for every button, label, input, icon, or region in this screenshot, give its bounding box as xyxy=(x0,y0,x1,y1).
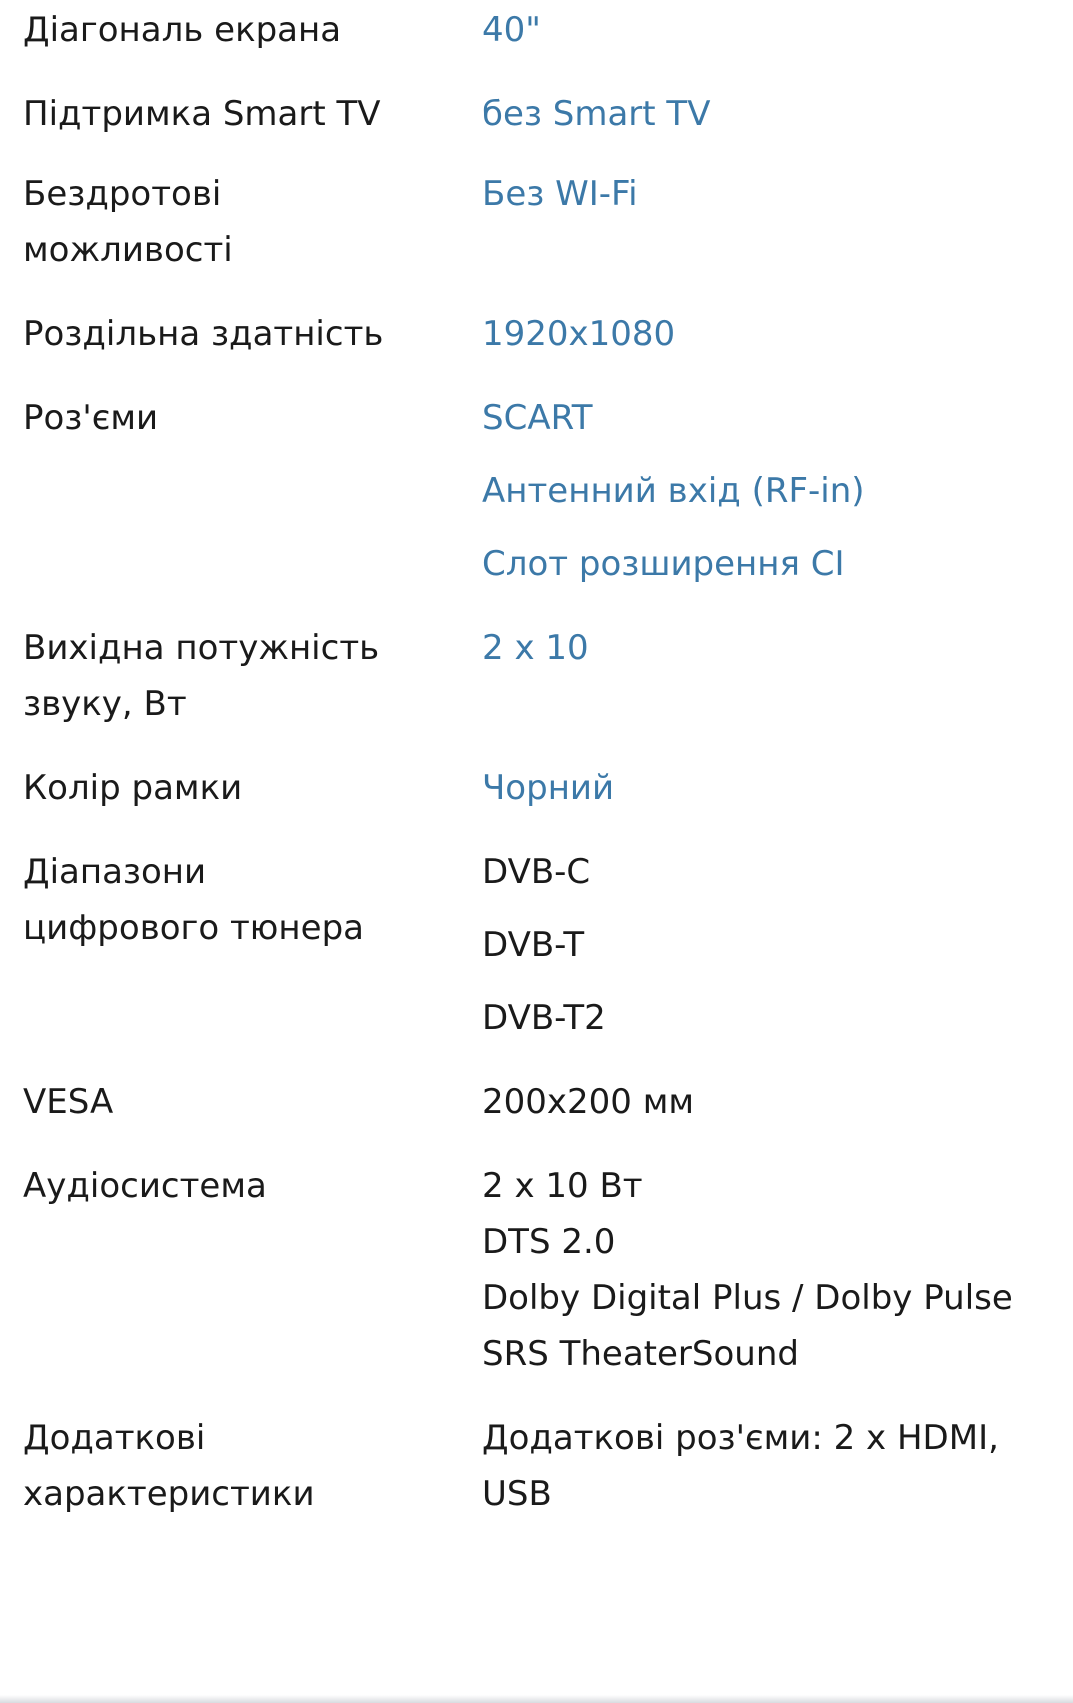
spec-row-resolution xyxy=(0,306,1073,362)
spec-values xyxy=(482,2,1073,58)
spec-value-link[interactable]: без Smart TV xyxy=(482,94,711,134)
spec-row-audio-system xyxy=(0,1158,1073,1382)
spec-values xyxy=(482,1158,1073,1382)
spec-value: 2 x 10 Вт xyxy=(482,1166,643,1206)
spec-value: DVB-T xyxy=(482,925,585,965)
spec-values xyxy=(482,86,1073,142)
spec-value-link[interactable]: 1920x1080 xyxy=(482,314,676,354)
bottom-edge-shadow xyxy=(0,1695,1073,1703)
spec-label: Бездротові можливості xyxy=(23,174,233,270)
spec-values xyxy=(482,390,1073,592)
spec-label: VESA xyxy=(23,1082,114,1122)
spec-label: Діагональ екрана xyxy=(23,10,342,50)
spec-label: Вихідна потужність звуку, Вт xyxy=(23,628,380,724)
spec-value: 200x200 мм xyxy=(482,1082,695,1122)
spec-values xyxy=(482,1074,1073,1130)
spec-value: Dolby Digital Plus / Dolby Pulse xyxy=(482,1278,1013,1318)
spec-label: Додаткові характеристики xyxy=(23,1418,315,1514)
spec-value-link[interactable]: 40" xyxy=(482,10,541,50)
spec-label: Підтримка Smart TV xyxy=(23,94,381,134)
spec-row-additional xyxy=(0,1410,1073,1522)
spec-value-link[interactable]: Чорний xyxy=(482,768,615,808)
spec-value: SRS TheaterSound xyxy=(482,1334,799,1374)
spec-label: Роз'єми xyxy=(23,398,159,438)
spec-value-link[interactable]: Без WI-Fi xyxy=(482,174,638,214)
spec-row-tuner-bands xyxy=(0,844,1073,1046)
spec-label: Роздільна здатність xyxy=(23,314,384,354)
spec-label: Діапазони цифрового тюнера xyxy=(23,852,364,948)
spec-values xyxy=(482,620,1073,676)
spec-label: Аудіосистема xyxy=(23,1166,267,1206)
spec-row-connectors xyxy=(0,390,1073,592)
spec-values xyxy=(482,166,1073,222)
spec-row-screen-diagonal xyxy=(0,2,1073,58)
spec-row-audio-power xyxy=(0,620,1073,732)
spec-value-link[interactable]: 2 x 10 xyxy=(482,628,589,668)
spec-row-vesa xyxy=(0,1074,1073,1130)
spec-value: DTS 2.0 xyxy=(482,1222,616,1262)
spec-values xyxy=(482,760,1073,816)
spec-values xyxy=(482,306,1073,362)
spec-value: Додаткові роз'єми: 2 x HDMI, USB xyxy=(482,1418,999,1514)
spec-value-link[interactable]: Слот розширення CI xyxy=(482,544,845,584)
spec-value-link[interactable]: Антенний вхід (RF-in) xyxy=(482,471,865,511)
spec-label: Колір рамки xyxy=(23,768,243,808)
spec-values xyxy=(482,1410,1073,1522)
spec-value: DVB-C xyxy=(482,852,591,892)
spec-values xyxy=(482,844,1073,1046)
spec-row-frame-color xyxy=(0,760,1073,816)
spec-value: DVB-T2 xyxy=(482,998,606,1038)
spec-row-wireless xyxy=(0,166,1073,278)
spec-row-smart-tv xyxy=(0,86,1073,142)
spec-value-link[interactable]: SCART xyxy=(482,398,593,438)
